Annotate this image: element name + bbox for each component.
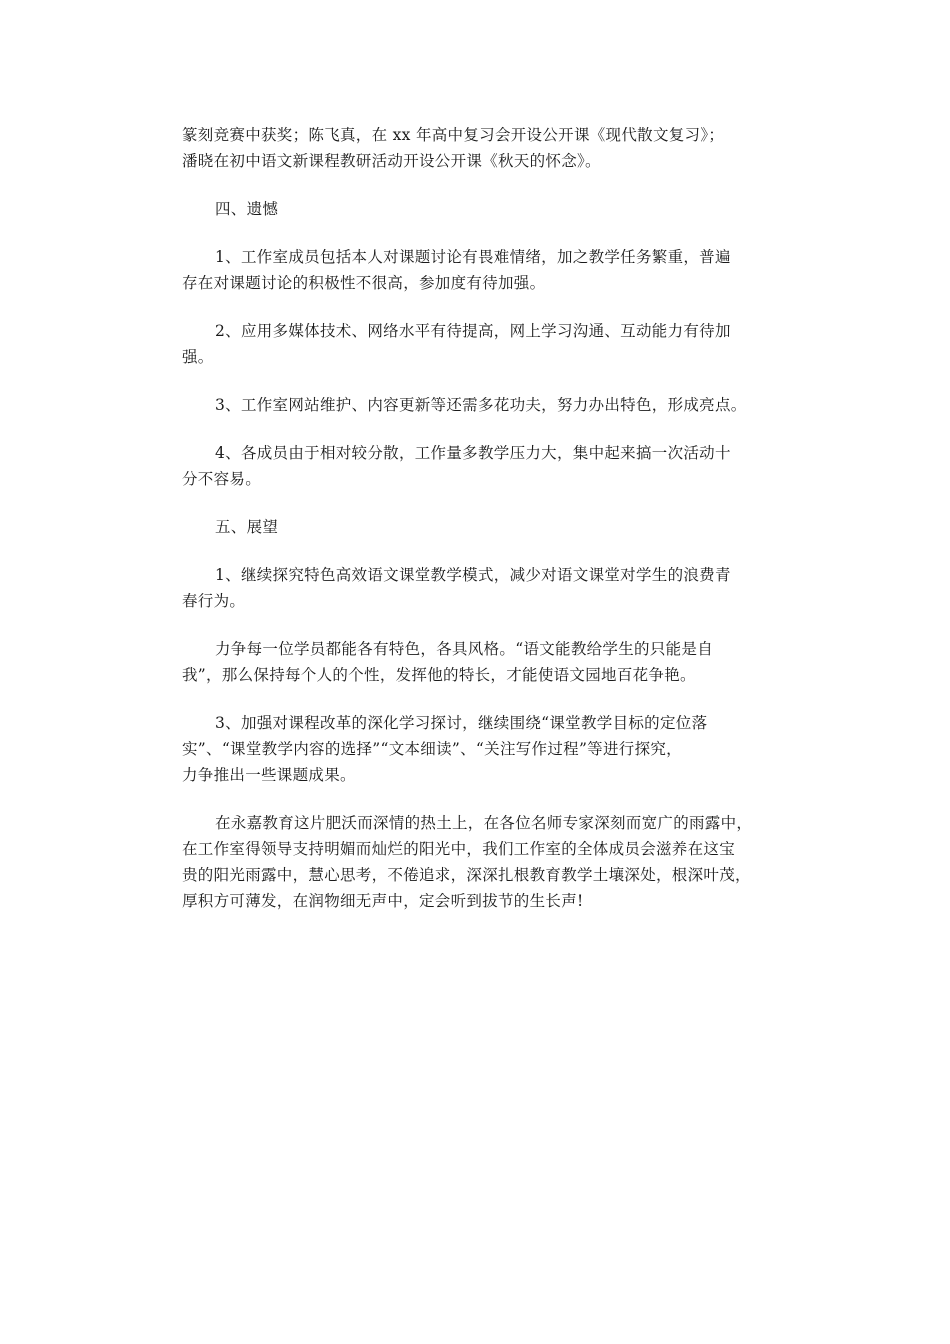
text-line: 强。 [182, 348, 214, 366]
paragraph-outlook-2 [182, 636, 782, 688]
text-line: 2、应用多媒体技术、网络水平有待提高，网上学习沟通、互动能力有待加 [215, 322, 731, 340]
text-line: 贵的阳光雨露中，慧心思考，不倦追求，深深扎根教育教学土壤深处，根深叶茂， [182, 866, 751, 884]
section-heading-outlook [182, 514, 782, 540]
paragraph-regret-4 [182, 440, 782, 492]
text-line: 篆刻竞赛中获奖；陈飞真，在 xx 年高中复习会开设公开课《现代散文复习》； [182, 126, 725, 144]
paragraph-regret-3 [182, 392, 782, 418]
text-line: 在工作室得领导支持明媚而灿烂的阳光中，我们工作室的全体成员会滋养在这宝 [182, 840, 736, 858]
paragraph-outlook-1 [182, 562, 782, 614]
paragraph-intro [182, 122, 782, 174]
text-line: 厚积方可薄发，在润物细无声中，定会听到拔节的生长声! [182, 892, 584, 910]
text-line: 力争每一位学员都能各有特色，各具风格。“语文能教给学生的只能是自 [215, 640, 714, 658]
text-line: 春行为。 [182, 592, 246, 610]
document-page [182, 122, 782, 936]
text-line: 1、继续探究特色高效语文课堂教学模式，减少对语文课堂对学生的浪费青 [215, 566, 731, 584]
text-line: 分不容易。 [182, 470, 262, 488]
text-line: 3、工作室网站维护、内容更新等还需多花功夫，努力办出特色，形成亮点。 [215, 396, 747, 414]
text-line: 4、各成员由于相对较分散，工作量多教学压力大，集中起来搞一次活动十 [215, 444, 731, 462]
section-heading-regrets [182, 196, 782, 222]
text-line: 我”，那么保持每个人的个性，发挥他的特长，才能使语文园地百花争艳。 [182, 666, 696, 684]
text-line: 3、加强对课程改革的深化学习探讨，继续围绕“课堂教学目标的定位落 [215, 714, 708, 732]
heading-text: 五、展望 [215, 518, 279, 536]
heading-text: 四、遗憾 [215, 200, 279, 218]
paragraph-outlook-3 [182, 710, 782, 788]
text-line: 在永嘉教育这片肥沃而深情的热土上，在各位名师专家深刻而宽广的雨露中， [215, 814, 753, 832]
paragraph-regret-1 [182, 244, 782, 296]
text-line: 存在对课题讨论的积极性不很高，参加度有待加强。 [182, 274, 546, 292]
text-line: 力争推出一些课题成果。 [182, 766, 356, 784]
text-line: 潘晓在初中语文新课程教研活动开设公开课《秋天的怀念》。 [182, 152, 601, 170]
paragraph-closing [182, 810, 782, 914]
text-line: 1、工作室成员包括本人对课题讨论有畏难情绪，加之教学任务繁重，普遍 [215, 248, 731, 266]
paragraph-regret-2 [182, 318, 782, 370]
text-line: 实”、“课堂教学内容的选择”“文本细读”、“关注写作过程”等进行探究， [182, 740, 682, 758]
